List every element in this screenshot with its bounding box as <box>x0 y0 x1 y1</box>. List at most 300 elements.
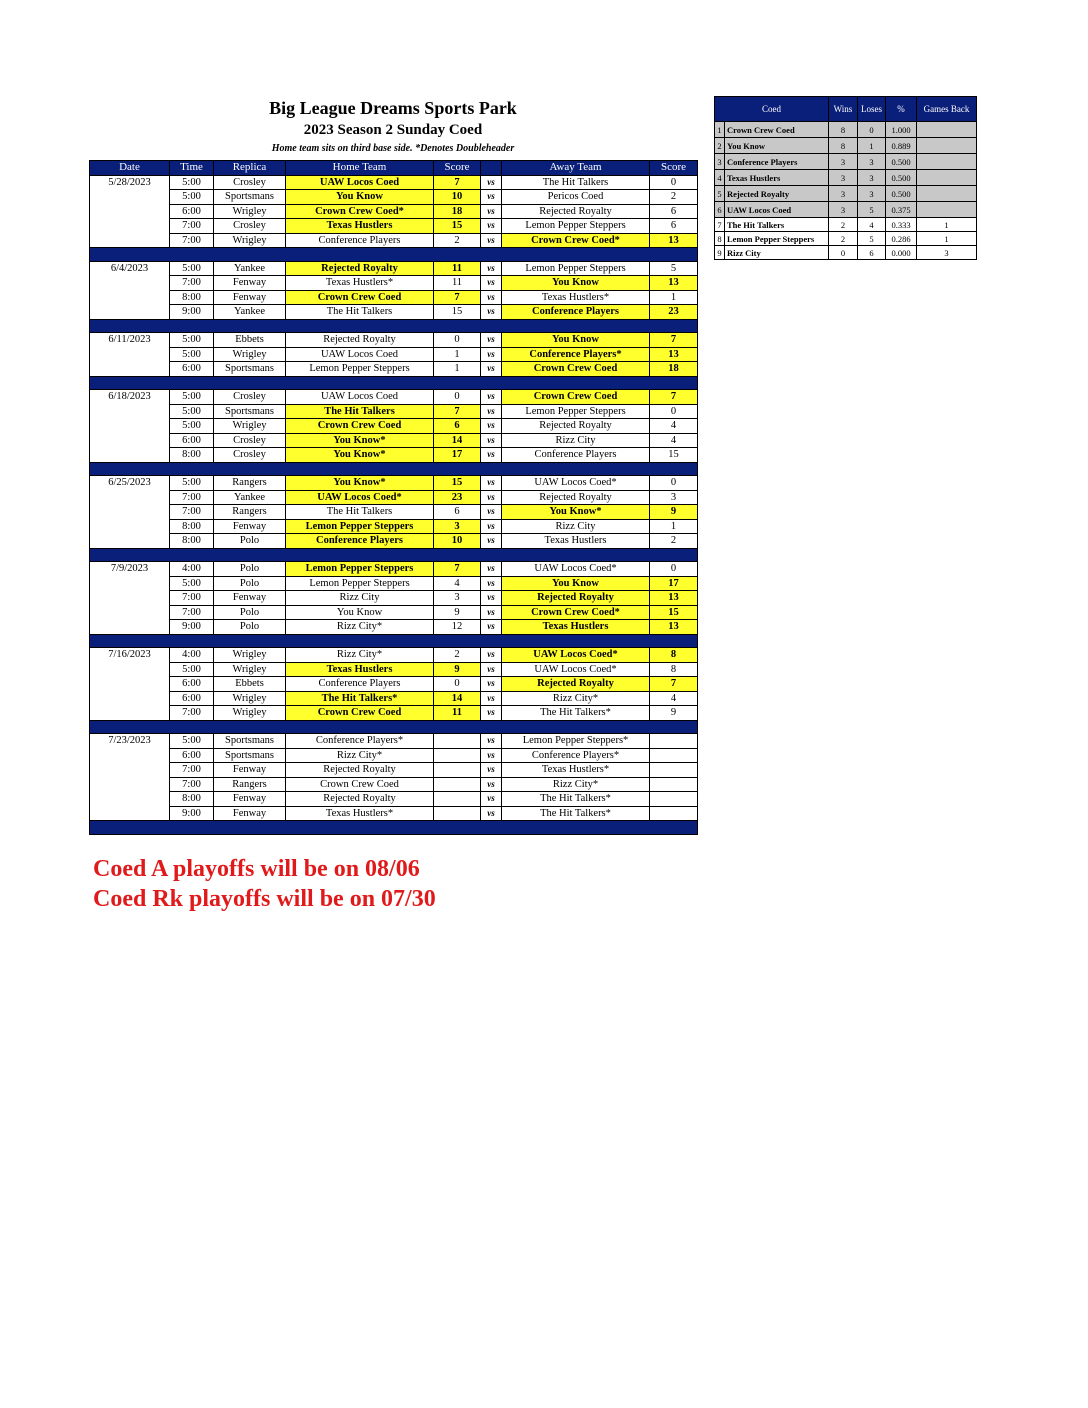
loses: 5 <box>858 232 886 246</box>
home-team: The Hit Talkers <box>286 404 434 419</box>
separator-cell <box>90 319 698 333</box>
vs-label: vs <box>481 691 502 706</box>
game-date <box>90 677 170 692</box>
game-row <box>90 347 698 362</box>
rank: 2 <box>715 138 725 154</box>
home-team: Texas Hustlers* <box>286 806 434 821</box>
home-team: The Hit Talkers <box>286 505 434 520</box>
away-team: Rejected Royalty <box>502 490 650 505</box>
game-time: 7:00 <box>170 591 214 606</box>
vs-label: vs <box>481 390 502 405</box>
vs-label: vs <box>481 404 502 419</box>
vs-label: vs <box>481 734 502 749</box>
game-field: Sportsmans <box>214 404 286 419</box>
away-team: Conference Players <box>502 305 650 320</box>
home-team: Rejected Royalty <box>286 792 434 807</box>
home-team: Rizz City* <box>286 748 434 763</box>
home-team: Conference Players* <box>286 734 434 749</box>
away-team: You Know <box>502 276 650 291</box>
vs-label: vs <box>481 175 502 190</box>
home-score: 7 <box>434 562 481 577</box>
home-team: Texas Hustlers* <box>286 276 434 291</box>
game-row <box>90 792 698 807</box>
game-field: Wrigley <box>214 691 286 706</box>
away-score: 6 <box>650 204 698 219</box>
separator-cell <box>90 248 698 262</box>
home-score <box>434 777 481 792</box>
away-score: 13 <box>650 233 698 248</box>
game-row <box>90 448 698 463</box>
away-score <box>650 734 698 749</box>
vs-label: vs <box>481 806 502 821</box>
away-team: You Know <box>502 333 650 348</box>
games-back <box>917 202 977 218</box>
game-date <box>90 748 170 763</box>
away-score: 2 <box>650 190 698 205</box>
game-date <box>90 620 170 635</box>
home-team: Conference Players <box>286 233 434 248</box>
rank: 8 <box>715 232 725 246</box>
game-row <box>90 261 698 276</box>
away-team: Texas Hustlers <box>502 620 650 635</box>
vs-label: vs <box>481 476 502 491</box>
game-date <box>90 433 170 448</box>
standings-row <box>715 218 977 232</box>
home-score: 6 <box>434 505 481 520</box>
game-row <box>90 333 698 348</box>
game-date <box>90 662 170 677</box>
loses: 4 <box>858 218 886 232</box>
home-score <box>434 792 481 807</box>
week-separator <box>90 720 698 734</box>
home-score: 0 <box>434 390 481 405</box>
vs-label: vs <box>481 362 502 377</box>
home-score: 18 <box>434 204 481 219</box>
home-score: 3 <box>434 591 481 606</box>
game-time: 5:00 <box>170 261 214 276</box>
away-score: 7 <box>650 390 698 405</box>
vs-label: vs <box>481 648 502 663</box>
away-score: 0 <box>650 476 698 491</box>
game-time: 4:00 <box>170 648 214 663</box>
game-field: Polo <box>214 534 286 549</box>
game-row <box>90 219 698 234</box>
wins: 2 <box>829 232 858 246</box>
game-time: 6:00 <box>170 748 214 763</box>
home-score <box>434 734 481 749</box>
game-date <box>90 190 170 205</box>
game-date <box>90 591 170 606</box>
home-team: UAW Locos Coed <box>286 175 434 190</box>
standings-body <box>715 122 977 260</box>
loses: 1 <box>858 138 886 154</box>
away-team: UAW Locos Coed* <box>502 662 650 677</box>
separator-cell <box>90 548 698 562</box>
game-date: 7/23/2023 <box>90 734 170 749</box>
home-team: Conference Players <box>286 677 434 692</box>
away-score: 4 <box>650 419 698 434</box>
away-team: Lemon Pepper Steppers <box>502 261 650 276</box>
playoff-note-coed-rk: Coed Rk playoffs will be on 07/30 <box>93 886 436 912</box>
game-date: 7/16/2023 <box>90 648 170 663</box>
game-date: 6/18/2023 <box>90 390 170 405</box>
home-score: 14 <box>434 433 481 448</box>
home-score: 3 <box>434 519 481 534</box>
game-field: Ebbets <box>214 677 286 692</box>
home-score: 7 <box>434 290 481 305</box>
game-row <box>90 290 698 305</box>
home-team: Rejected Royalty <box>286 261 434 276</box>
game-row <box>90 576 698 591</box>
home-score: 11 <box>434 261 481 276</box>
game-row <box>90 276 698 291</box>
game-date <box>90 534 170 549</box>
away-score <box>650 763 698 778</box>
game-row <box>90 476 698 491</box>
game-field: Fenway <box>214 763 286 778</box>
rank: 5 <box>715 186 725 202</box>
home-score: 0 <box>434 333 481 348</box>
away-score <box>650 777 698 792</box>
game-row <box>90 433 698 448</box>
wins: 3 <box>829 170 858 186</box>
game-time: 4:00 <box>170 562 214 577</box>
game-time: 9:00 <box>170 305 214 320</box>
game-date: 7/9/2023 <box>90 562 170 577</box>
win-pct: 0.333 <box>886 218 917 232</box>
games-back: 1 <box>917 232 977 246</box>
loses: 0 <box>858 122 886 138</box>
away-team: Crown Crew Coed* <box>502 605 650 620</box>
wins: 2 <box>829 218 858 232</box>
home-team: Crown Crew Coed <box>286 290 434 305</box>
home-score: 23 <box>434 490 481 505</box>
home-score: 9 <box>434 662 481 677</box>
away-team: Conference Players* <box>502 347 650 362</box>
wins: 3 <box>829 154 858 170</box>
game-field: Crosley <box>214 175 286 190</box>
home-team: Rejected Royalty <box>286 333 434 348</box>
home-team: The Hit Talkers* <box>286 691 434 706</box>
game-time: 8:00 <box>170 448 214 463</box>
win-pct: 0.375 <box>886 202 917 218</box>
vs-label: vs <box>481 233 502 248</box>
game-time: 6:00 <box>170 691 214 706</box>
away-score: 2 <box>650 534 698 549</box>
game-row <box>90 763 698 778</box>
away-score: 0 <box>650 404 698 419</box>
home-team: UAW Locos Coed* <box>286 490 434 505</box>
playoff-note-coed-a: Coed A playoffs will be on 08/06 <box>93 856 420 882</box>
game-row <box>90 534 698 549</box>
vs-label: vs <box>481 763 502 778</box>
col-time: Time <box>170 161 214 176</box>
team-name: Lemon Pepper Steppers <box>725 232 829 246</box>
game-date <box>90 576 170 591</box>
loses: 3 <box>858 170 886 186</box>
home-team: Crown Crew Coed <box>286 706 434 721</box>
home-score: 4 <box>434 576 481 591</box>
game-date <box>90 404 170 419</box>
win-pct: 0.500 <box>886 170 917 186</box>
game-date <box>90 490 170 505</box>
schedule-table <box>89 160 698 835</box>
game-field: Polo <box>214 562 286 577</box>
wins: 3 <box>829 202 858 218</box>
away-score: 15 <box>650 448 698 463</box>
home-score: 17 <box>434 448 481 463</box>
win-pct: 0.500 <box>886 154 917 170</box>
home-score: 10 <box>434 190 481 205</box>
win-pct: 0.286 <box>886 232 917 246</box>
game-row <box>90 662 698 677</box>
away-score: 13 <box>650 620 698 635</box>
home-team: You Know <box>286 190 434 205</box>
vs-label: vs <box>481 591 502 606</box>
loses: 5 <box>858 202 886 218</box>
home-team: Lemon Pepper Steppers <box>286 562 434 577</box>
game-date <box>90 290 170 305</box>
wins: 8 <box>829 122 858 138</box>
game-time: 6:00 <box>170 204 214 219</box>
away-team: Conference Players* <box>502 748 650 763</box>
away-score: 7 <box>650 677 698 692</box>
away-team: Texas Hustlers <box>502 534 650 549</box>
game-date <box>90 505 170 520</box>
game-field: Wrigley <box>214 648 286 663</box>
away-score: 8 <box>650 648 698 663</box>
home-team: Crown Crew Coed <box>286 419 434 434</box>
team-name: Conference Players <box>725 154 829 170</box>
col-home-score: Score <box>434 161 481 176</box>
away-team: Crown Crew Coed* <box>502 233 650 248</box>
away-team: Conference Players <box>502 448 650 463</box>
game-row <box>90 204 698 219</box>
game-time: 5:00 <box>170 576 214 591</box>
vs-label: vs <box>481 748 502 763</box>
col-vs <box>481 161 502 176</box>
game-time: 8:00 <box>170 792 214 807</box>
game-field: Polo <box>214 576 286 591</box>
game-date <box>90 706 170 721</box>
home-score: 10 <box>434 534 481 549</box>
col-away-team: Away Team <box>502 161 650 176</box>
vs-label: vs <box>481 576 502 591</box>
home-team: Rizz City* <box>286 620 434 635</box>
game-field: Polo <box>214 620 286 635</box>
games-back: 3 <box>917 246 977 260</box>
game-date <box>90 347 170 362</box>
home-team: Crown Crew Coed* <box>286 204 434 219</box>
away-team: Rejected Royalty <box>502 204 650 219</box>
team-name: Rejected Royalty <box>725 186 829 202</box>
away-team: Rizz City <box>502 433 650 448</box>
game-row <box>90 777 698 792</box>
vs-label: vs <box>481 534 502 549</box>
win-pct: 0.500 <box>886 186 917 202</box>
vs-label: vs <box>481 505 502 520</box>
col-wins: Wins <box>829 97 858 122</box>
game-row <box>90 362 698 377</box>
rank: 7 <box>715 218 725 232</box>
home-score: 15 <box>434 476 481 491</box>
game-time: 5:00 <box>170 175 214 190</box>
away-team: Lemon Pepper Steppers <box>502 404 650 419</box>
game-time: 6:00 <box>170 677 214 692</box>
game-date <box>90 448 170 463</box>
vs-label: vs <box>481 519 502 534</box>
game-time: 7:00 <box>170 763 214 778</box>
home-score: 14 <box>434 691 481 706</box>
header-note: Home team sits on third base side. *Denotes Doubleheader <box>271 143 515 154</box>
col-home-team: Home Team <box>286 161 434 176</box>
team-name: Rizz City <box>725 246 829 260</box>
col-date: Date <box>90 161 170 176</box>
game-time: 5:00 <box>170 190 214 205</box>
game-row <box>90 190 698 205</box>
away-team: Rizz City <box>502 519 650 534</box>
game-date: 5/28/2023 <box>90 175 170 190</box>
standings-row <box>715 154 977 170</box>
game-time: 7:00 <box>170 777 214 792</box>
game-time: 5:00 <box>170 662 214 677</box>
game-date <box>90 276 170 291</box>
game-field: Rangers <box>214 476 286 491</box>
game-date <box>90 204 170 219</box>
away-team: Rizz City* <box>502 691 650 706</box>
game-date <box>90 763 170 778</box>
home-team: Conference Players <box>286 534 434 549</box>
game-field: Sportsmans <box>214 734 286 749</box>
game-date: 6/4/2023 <box>90 261 170 276</box>
game-date <box>90 792 170 807</box>
away-score: 13 <box>650 347 698 362</box>
away-team: Rizz City* <box>502 777 650 792</box>
rank: 1 <box>715 122 725 138</box>
game-field: Rangers <box>214 505 286 520</box>
game-date: 6/11/2023 <box>90 333 170 348</box>
loses: 3 <box>858 186 886 202</box>
game-time: 9:00 <box>170 806 214 821</box>
game-row <box>90 691 698 706</box>
standings-header-row <box>715 97 977 122</box>
game-field: Yankee <box>214 490 286 505</box>
home-team: Crown Crew Coed <box>286 777 434 792</box>
game-row <box>90 677 698 692</box>
away-score: 8 <box>650 662 698 677</box>
home-score: 2 <box>434 648 481 663</box>
wins: 8 <box>829 138 858 154</box>
game-date <box>90 419 170 434</box>
game-date <box>90 305 170 320</box>
col-pct: % <box>886 97 917 122</box>
game-field: Wrigley <box>214 419 286 434</box>
vs-label: vs <box>481 662 502 677</box>
home-score: 11 <box>434 276 481 291</box>
col-away-score: Score <box>650 161 698 176</box>
week-separator <box>90 462 698 476</box>
home-team: You Know* <box>286 448 434 463</box>
home-team: Texas Hustlers <box>286 662 434 677</box>
game-time: 5:00 <box>170 347 214 362</box>
away-team: You Know* <box>502 505 650 520</box>
home-team: UAW Locos Coed <box>286 347 434 362</box>
game-time: 7:00 <box>170 505 214 520</box>
separator-cell <box>90 720 698 734</box>
games-back <box>917 186 977 202</box>
game-row <box>90 748 698 763</box>
vs-label: vs <box>481 305 502 320</box>
game-field: Yankee <box>214 261 286 276</box>
game-field: Fenway <box>214 591 286 606</box>
home-score <box>434 763 481 778</box>
vs-label: vs <box>481 347 502 362</box>
away-team: UAW Locos Coed* <box>502 476 650 491</box>
away-score: 0 <box>650 562 698 577</box>
away-team: Rejected Royalty <box>502 591 650 606</box>
game-field: Rangers <box>214 777 286 792</box>
game-row <box>90 620 698 635</box>
game-row <box>90 490 698 505</box>
game-field: Yankee <box>214 305 286 320</box>
vs-label: vs <box>481 276 502 291</box>
game-date: 6/25/2023 <box>90 476 170 491</box>
wins: 0 <box>829 246 858 260</box>
home-score: 7 <box>434 404 481 419</box>
game-time: 8:00 <box>170 519 214 534</box>
loses: 6 <box>858 246 886 260</box>
away-team: You Know <box>502 576 650 591</box>
game-time: 8:00 <box>170 290 214 305</box>
game-row <box>90 806 698 821</box>
game-date <box>90 219 170 234</box>
game-time: 7:00 <box>170 605 214 620</box>
game-field: Sportsmans <box>214 748 286 763</box>
team-name: The Hit Talkers <box>725 218 829 232</box>
away-score: 18 <box>650 362 698 377</box>
away-score: 1 <box>650 519 698 534</box>
game-time: 6:00 <box>170 433 214 448</box>
week-separator <box>90 634 698 648</box>
game-row <box>90 505 698 520</box>
away-score: 9 <box>650 706 698 721</box>
away-team: Texas Hustlers* <box>502 763 650 778</box>
home-score: 1 <box>434 362 481 377</box>
game-time: 5:00 <box>170 390 214 405</box>
away-score <box>650 806 698 821</box>
vs-label: vs <box>481 490 502 505</box>
home-score: 7 <box>434 175 481 190</box>
game-time: 7:00 <box>170 276 214 291</box>
game-time: 9:00 <box>170 620 214 635</box>
game-row <box>90 233 698 248</box>
game-field: Wrigley <box>214 347 286 362</box>
game-time: 7:00 <box>170 490 214 505</box>
home-team: Rejected Royalty <box>286 763 434 778</box>
home-team: You Know* <box>286 476 434 491</box>
game-field: Wrigley <box>214 204 286 219</box>
home-score: 15 <box>434 219 481 234</box>
loses: 3 <box>858 154 886 170</box>
home-score: 0 <box>434 677 481 692</box>
game-field: Crosley <box>214 448 286 463</box>
separator-cell <box>90 634 698 648</box>
home-score: 1 <box>434 347 481 362</box>
away-team: UAW Locos Coed* <box>502 648 650 663</box>
away-score: 7 <box>650 333 698 348</box>
away-team: Rejected Royalty <box>502 419 650 434</box>
game-field: Fenway <box>214 290 286 305</box>
